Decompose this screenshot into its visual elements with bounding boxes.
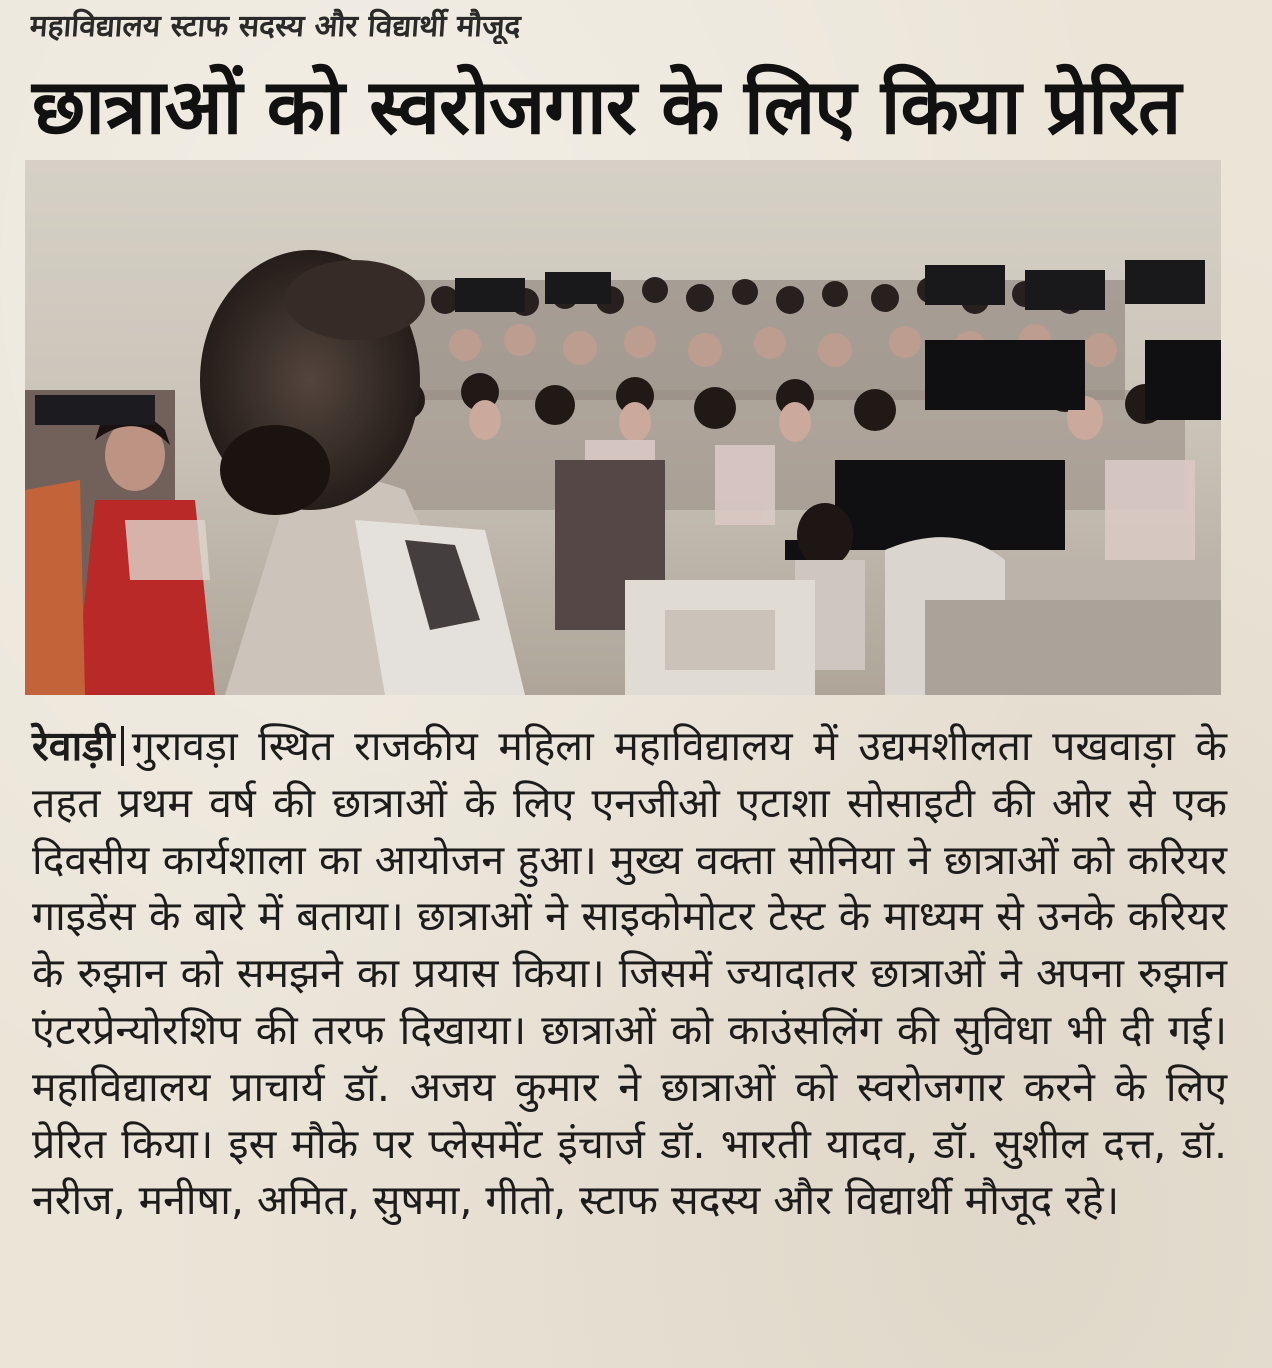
dateline: रेवाड़ी [32, 722, 115, 770]
previous-article-line: महाविद्यालय स्टाफ सदस्य और विद्यार्थी मौजूद [28, 9, 522, 44]
article-photo [25, 160, 1221, 695]
headline: छात्राओं को स्वरोजगार के लिए किया प्रेरित [32, 62, 1181, 151]
classroom-photo [25, 160, 1221, 695]
dateline-separator [121, 726, 124, 766]
previous-article-fragment [29, 4, 1252, 44]
article-body: गुरावड़ा स्थित राजकीय महिला महाविद्यालय में उद्यमशीलता पखवाड़ा के तहत प्रथम वर्ष की छात्राओं के लिए एनजीओ एटाशा सोसाइटी की ओर से एक दिवसीय कार्यशाला का आयोजन हुआ। मुख्य वक्ता सोनिया ने छात्राओं को करियर गाइडेंस के बारे में बताया। छात्राओं ने साइकोमोटर टेस्ट के माध्यम से उनके करियर के रुझान को समझने का प्रयास किया। जिसमें ज्यादातर छात्राओं ने अपना रुझान एंटरप्रेन्योरशिप की तरफ दिखाया। छात्राओं को काउंसलिंग की सुविधा भी दी गई। महाविद्यालय प्राचार्य डॉ. अजय कुमार ने छात्राओं को स्वरोजगार करने के लिए प्रेरित किया। इस मौके पर प्लेसमेंट इंचार्ज डॉ. भारती यादव, डॉ. सुशील दत्त, डॉ. नरीज, मनीषा, अमित, सुषमा, गीतो, स्टाफ सदस्य और विद्यार्थी मौजूद रहे। [32, 722, 1227, 1225]
article-body-block [32, 718, 1227, 1229]
